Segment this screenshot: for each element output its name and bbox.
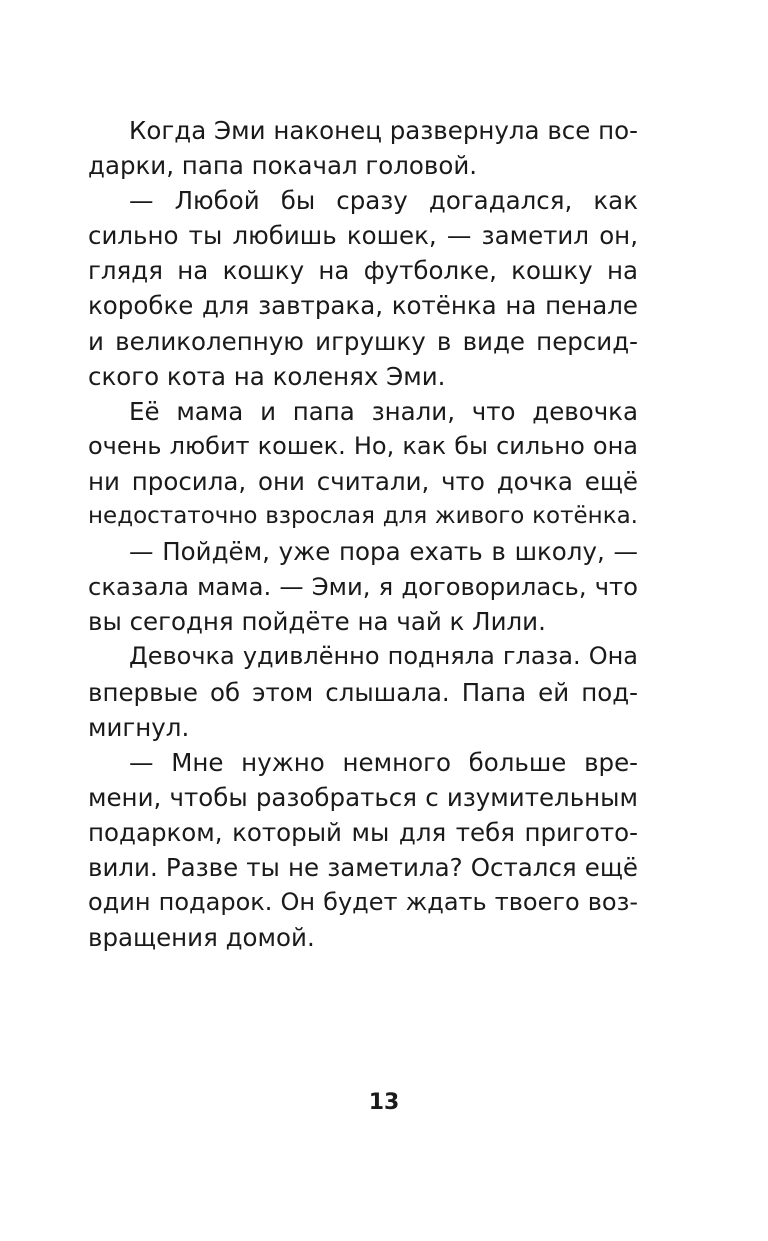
text-line: подарком, который мы для тебя пригото- [88, 817, 638, 847]
text-line: вы сегодня пойдёте на чай к Лили. [88, 607, 546, 637]
text-line: — Пойдём, уже пора ехать в школу, — [129, 537, 638, 567]
text-line: очень любит кошек. Но, как бы сильно она [88, 431, 638, 460]
text-line: Когда Эми наконец развернула все по- [129, 116, 638, 145]
text-line: один подарок. Он будет ждать твоего воз- [88, 888, 638, 917]
text-line: недостаточно взрослая для живого котёнка. [88, 503, 638, 530]
text-line: сильно ты любишь кошек, — заметил он, [88, 221, 638, 251]
text-line: дарки, папа покачал головой. [88, 151, 478, 181]
text-line: глядя на кошку на футболке, кошку на [88, 256, 638, 286]
text-line: сказала мама. — Эми, я договорилась, что [88, 572, 638, 602]
text-line: — Мне нужно немного больше вре- [129, 747, 638, 777]
page-number: 13 [368, 1090, 400, 1115]
text-line: и великолепную игрушку в виде персид- [88, 326, 638, 356]
text-line: ского кота на коленях Эми. [88, 361, 446, 391]
text-line: вили. Разве ты не заметила? Остался ещё [88, 852, 638, 882]
text-line: — Любой бы сразу догадался, как [129, 186, 638, 216]
text-line: мени, чтобы разобраться с изумительным [88, 782, 638, 812]
text-line: впервые об этом слышала. Папа ей под- [88, 677, 638, 707]
text-line: мигнул. [88, 712, 190, 742]
text-line: ни просила, они считали, что дочка ещё [88, 466, 638, 496]
text-line: Девочка удивлённо подняла глаза. Она [129, 642, 638, 671]
text-line: коробке для завтрака, котёнка на пенале [88, 291, 638, 321]
book-text [88, 113, 638, 955]
text-line: вращения домой. [88, 923, 315, 953]
text-line: Её мама и папа знали, что девочка [129, 396, 638, 426]
